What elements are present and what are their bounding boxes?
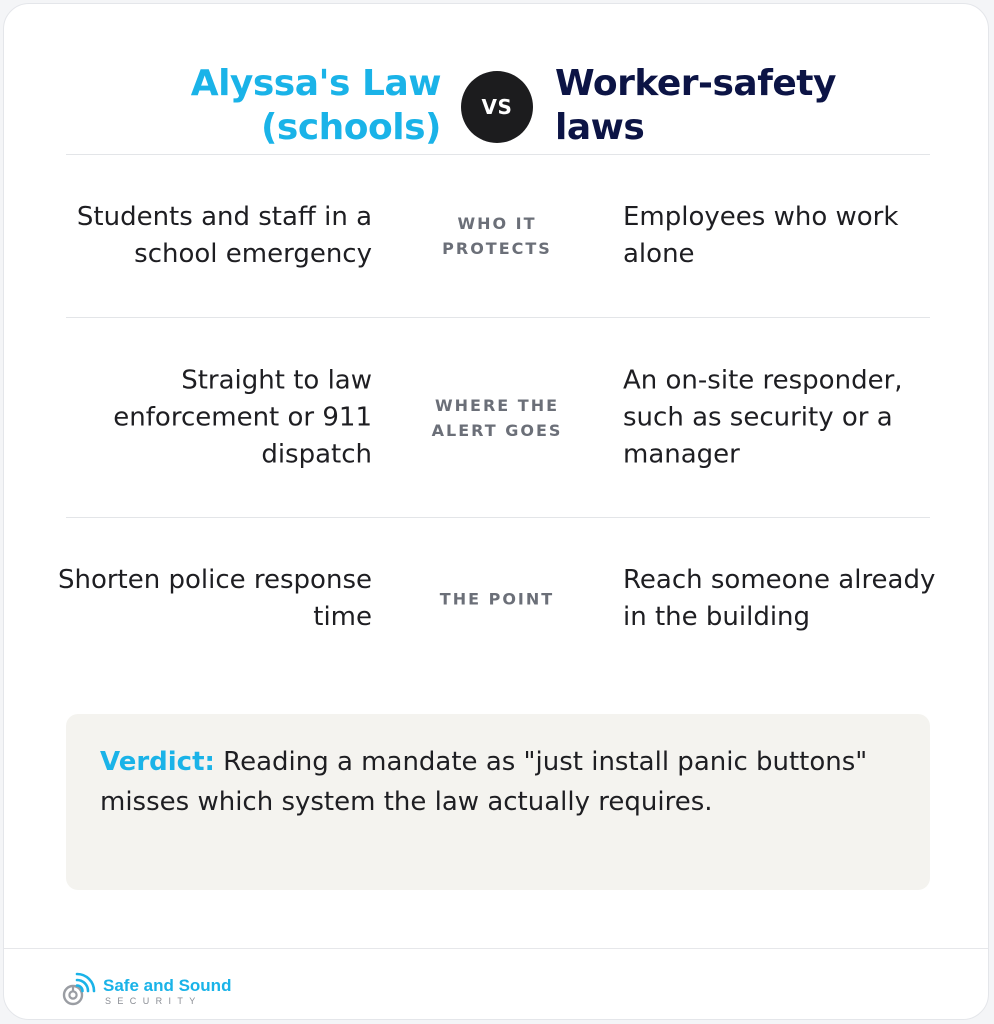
- row-label: THE POINT: [439, 589, 555, 609]
- row-label: WHERE THE ALERT GOES: [431, 395, 563, 440]
- brand-subtitle: SECURITY: [105, 996, 202, 1006]
- left-title: Alyssa's Law (schools): [190, 63, 441, 148]
- row-right-text: An on-site responder, such as security or a manager: [623, 365, 903, 469]
- row-label: WHO IT PROTECTS: [442, 214, 552, 258]
- comparison-header: [4, 62, 989, 152]
- brand-name: Safe and Sound: [103, 976, 232, 995]
- vs-badge: VS: [461, 71, 533, 143]
- comparison-card: [3, 3, 989, 1020]
- row-left-text: Students and staff in a school emergency: [76, 202, 372, 269]
- row-right-text: Reach someone already in the building: [623, 565, 936, 632]
- comparison-row-who: [4, 155, 989, 317]
- verdict-box: [66, 714, 930, 890]
- wireless-shield-icon: [61, 971, 101, 1007]
- comparison-row-where: [4, 318, 989, 517]
- row-right-text: Employees who work alone: [623, 202, 899, 269]
- comparison-row-point: [4, 518, 989, 680]
- row-left-text: Straight to law enforcement or 911 dispatch: [113, 365, 372, 469]
- row-left-text: Shorten police response time: [57, 565, 372, 632]
- verdict-text: [100, 742, 896, 822]
- verdict-lead: Verdict:: [100, 747, 215, 777]
- footer-divider: [4, 948, 989, 949]
- right-title: Worker-safety laws: [555, 63, 836, 148]
- verdict-body: Reading a mandate as "just install panic buttons" misses which system the law actually requires.: [100, 747, 868, 817]
